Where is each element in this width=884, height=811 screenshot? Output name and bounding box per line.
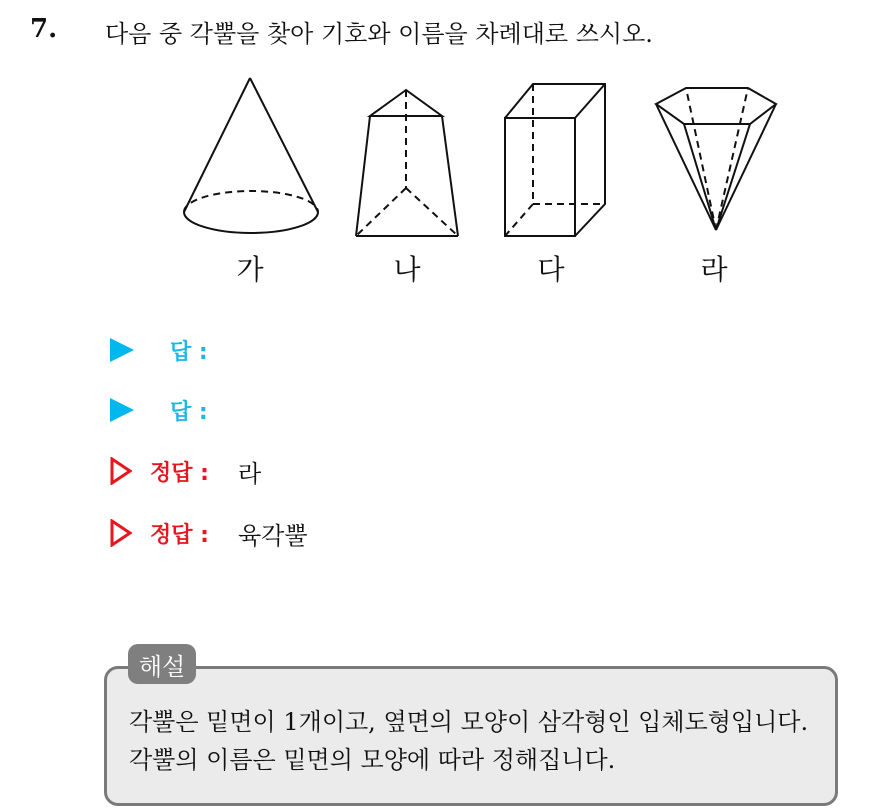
correct-marker-icon — [110, 519, 132, 547]
figure-label-da: 다 — [537, 253, 565, 286]
figure-label-na: 나 — [393, 253, 421, 286]
explanation-text: 각뿔은 밑면이 1개이고, 옆면의 모양이 삼각형인 입체도형입니다. 각뿔의 이름은 밑면의 모양에 따라 정해집니다. — [129, 708, 809, 774]
question-number: 7. — [30, 14, 58, 44]
prism-figure — [505, 84, 605, 236]
figure-label-ra: 라 — [700, 253, 728, 286]
correct-answer-row-2 — [110, 513, 308, 553]
correct-answer-label: 정답 : — [150, 522, 209, 548]
hexagonal-pyramid-figure — [656, 88, 776, 230]
question-text: 다음 중 각뿔을 찾아 기호와 이름을 차례대로 쓰시오. — [105, 20, 653, 48]
correct-answer-value: 라 — [238, 459, 262, 488]
frustum-figure — [356, 90, 458, 236]
correct-answer-row-1 — [110, 451, 262, 491]
explanation-box — [104, 666, 838, 806]
answer-label: 답 : — [170, 339, 208, 365]
correct-marker-icon — [110, 457, 132, 485]
correct-answer-value: 육각뿔 — [238, 521, 308, 550]
answer-row-2 — [110, 390, 208, 430]
answer-label: 답 : — [170, 399, 208, 425]
figure-label-ga: 가 — [236, 253, 264, 286]
solid-figures — [170, 70, 800, 250]
answer-row-1 — [110, 330, 208, 370]
blank-marker-icon — [110, 398, 134, 422]
explanation-tag: 해설 — [128, 644, 196, 684]
correct-answer-label: 정답 : — [150, 460, 209, 486]
cone-figure — [184, 78, 318, 233]
blank-marker-icon — [110, 338, 134, 362]
